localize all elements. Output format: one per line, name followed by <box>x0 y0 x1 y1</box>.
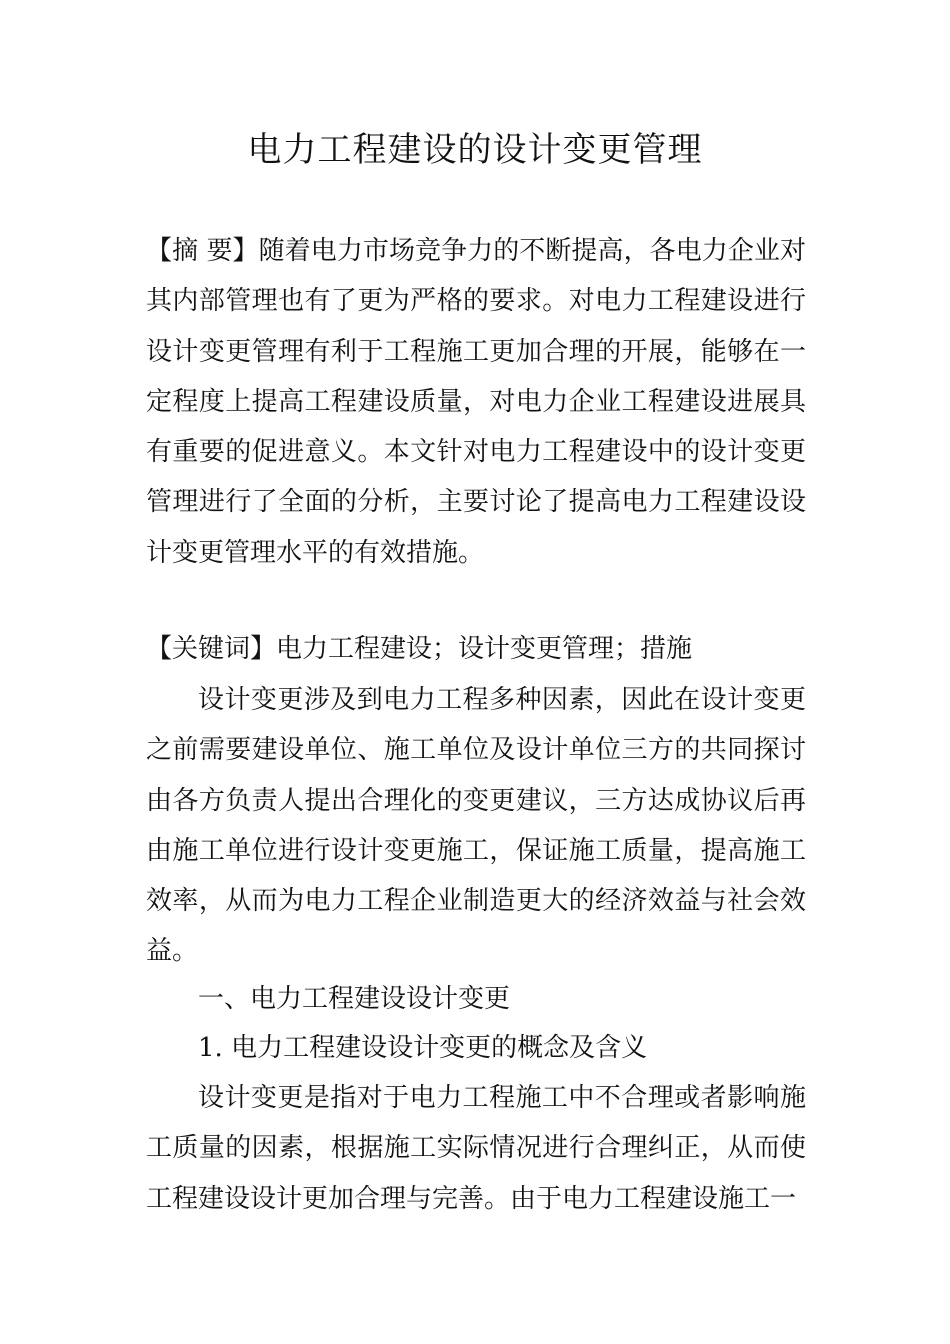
document-title: 电力工程建设的设计变更管理 <box>247 130 703 170</box>
keywords-label: 【关键词】 <box>146 634 277 664</box>
abstract-text: 随着电力市场竞争力的不断提高，各电力企业对其内部管理也有了更为严格的要求。对电力工程建设进行设计变更管理有利于工程施工更加合理的开展，能够在一定程度上提高工程建设质量，对电力企业工程建设进展具有重要的促进意义。本文针对电力工程建设中的设计变更管理进行了全面的分析，主要讨论了提高电力工程建设设计变更管理水平的有效措施。 <box>146 236 806 568</box>
section-heading: 一、电力工程建设设计变更 <box>198 984 511 1014</box>
abstract-paragraph <box>146 226 806 578</box>
keywords-text: 电力工程建设；设计变更管理；措施 <box>276 634 693 664</box>
body-paragraph-definition: 设计变更是指对于电力工程施工中不合理或者影响施工质量的因素，根据施工实际情况进行合理纠正，从而使工程建设设计更加合理与完善。由于电力工程建设施工一 <box>146 1083 806 1214</box>
keywords-paragraph <box>146 624 806 674</box>
subsection-heading: 1. 电力工程建设设计变更的概念及含义 <box>198 1033 648 1063</box>
abstract-label: 【摘 要】 <box>146 236 259 266</box>
body-paragraph-intro: 设计变更涉及到电力工程多种因素，因此在设计变更之前需要建设单位、施工单位及设计单位三方的共同探讨由各方负责人提出合理化的变更建议，三方达成协议后再由施工单位进行设计变更施工，保证施工质量，提高施工效率，从而为电力工程企业制造更大的经济效益与社会效益。 <box>146 685 806 967</box>
